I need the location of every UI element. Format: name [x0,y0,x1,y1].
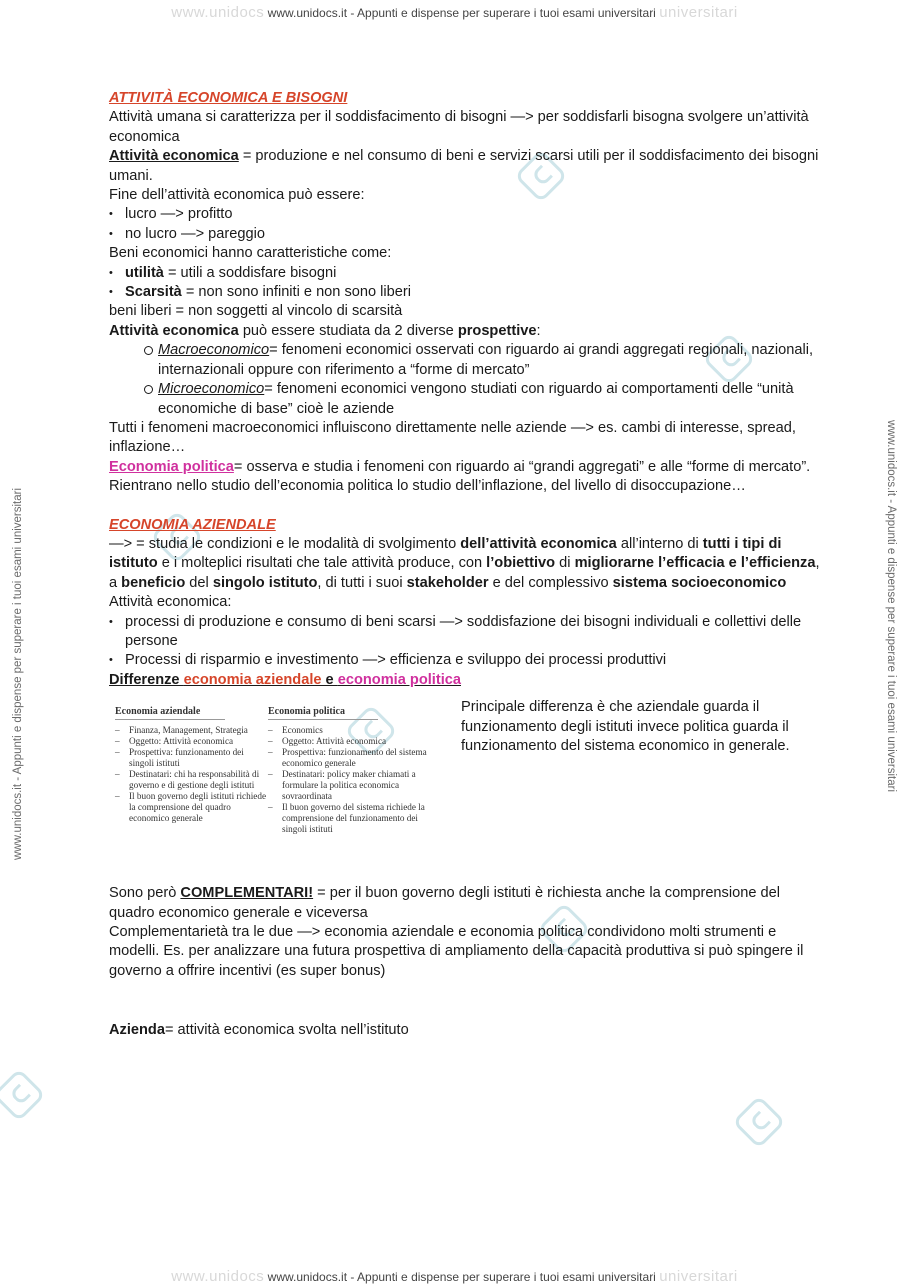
differenze-politica: economia politica [337,671,461,688]
azienda-paragraph [109,1021,829,1040]
definition-text: del [185,574,213,591]
comparison-item: – Destinatari: chi ha responsabilità di governo e di gestione degli istituti [115,769,267,791]
term-microeconomico: Microeconomico [158,381,265,398]
definition-text: , a [109,555,820,591]
comparison-item: – Oggetto: Attività economica [268,736,438,747]
definition-bold: singolo istituto [212,574,318,591]
comparison-item: – Finanza, Management, Strategia [115,725,267,736]
definition-text: e del complessivo [488,574,613,591]
list-item: • no lucro —> pareggio [109,225,829,244]
list-item [109,264,829,283]
complementarieta-paragraph: Complementarietà tra le due —> economia aziendale e economia politica condividono molti strumenti e modelli. Es. per analizzare una futura prospettiva di ampliamento della capacità produttiva si può spingere il governo a offrire incentivi (es super bonus) [109,924,804,979]
page-footer [0,1268,909,1285]
header-text: www.unidocs.it - Appunti e dispense per superare i tuoi esami universitari [267,6,656,20]
footer-watermark-left: www.unidocs [171,1268,265,1285]
footer-watermark-right: universitari [659,1268,738,1285]
left-side-banner: www.unidocs.it - Appunti e dispense per superare i tuoi esami universitari [12,487,24,860]
watermark-logo-icon [0,1068,46,1122]
footer-text: www.unidocs.it - Appunti e dispense per superare i tuoi esami universitari [267,1270,656,1284]
differenze-heading [109,671,829,690]
term-macroeconomico: Macroeconomico [158,342,270,359]
comparison-item: – Prospettiva: funzionamento del sistema economico generale [268,747,438,769]
term-attivita-economica: Attività economica [109,322,239,339]
list-item-text: = non sono infiniti e non sono liberi [181,284,411,301]
complementari-paragraph [109,884,829,923]
definition-text: e i molteplici risultati che tale attività produce, con [157,555,487,572]
comparison-column-aziendale [115,706,267,824]
economia-politica-paragraph [109,458,829,497]
sublist-item-text: = fenomeni economici vengono studiati con riguardo ai comportamenti delle “unità economiche di base” cioè le aziende [158,381,794,417]
sublist-item [109,341,829,380]
definition-attivita [109,147,829,186]
definition-bold: beneficio [121,574,186,591]
definition-bold: stakeholder [406,574,489,591]
list-item: • lucro —> profitto [109,205,829,224]
differenze-text: Differenze [109,671,184,688]
term-attivita-economica: Attività economica [109,148,239,165]
definition-bold: l’obiettivo [486,555,556,572]
list-item-text: = utili a soddisfare bisogni [163,264,337,281]
definition-text: di [555,555,575,572]
definition-text: all’interno di [616,535,703,552]
economia-aziendale-definition [109,535,829,593]
definition-text: = produzione e nel consumo di beni e servizi scarsi utili per il soddisfacimento dei bisogni umani. [109,148,819,184]
section-title-economia-aziendale: ECONOMIA AZIENDALE [109,516,276,533]
sublist-item-text: = fenomeni economici osservati con riguardo ai grandi aggregati regionali, nazionali, internazionali oppure con riferimento a “forme di mercato” [158,342,814,378]
economia-politica-text: = osserva e studia i fenomeni con riguardo ai “grandi aggregati” e alle “forme di mercato”. Rientrano nello studio dell’economia politica lo studio dell’inflazione, del livello di disoccupazione… [109,458,811,495]
definition-bold: tutti i tipi di istituto [109,535,782,572]
comparison-item: – Destinatari: policy maker chiamati a formulare la politica economica sovraordinata [268,769,438,802]
macro-note: Tutti i fenomeni macroeconomici influiscono direttamente nelle aziende —> es. cambi di interesse, spread, inflazione… [109,419,796,456]
term-prospettive: prospettive [457,322,537,339]
differenza-text: Principale differenza è che aziendale guarda il funzionamento degli istituti invece politica guarda il funzionamento del sistema economico in generale. [461,699,790,754]
comparison-column-politica [268,706,438,835]
definition-text: —> = studia le condizioni e le modalità di svolgimento [109,535,461,552]
comparison-section [109,690,829,872]
term-economia-politica: Economia politica [109,458,234,475]
attivita-paragraph: Attività economica: [109,594,232,611]
beni-liberi: beni liberi = non soggetti al vincolo di scarsità [109,303,403,320]
header-watermark-right: universitari [659,4,738,21]
watermark-logo-icon [732,1095,786,1149]
differenze-and: e [321,671,338,688]
definition-text: , di tutti i suoi [317,574,407,591]
comparison-item: – Economics [268,725,438,736]
beni-paragraph: Beni economici hanno caratteristiche come: [109,245,392,262]
header-watermark-left: www.unidocs [171,4,265,21]
definition-bold: migliorarne l’efficacia e l’efficienza [574,555,816,572]
comparison-item: – Il buon governo degli istituti richiede la comprensione del quadro economico generale [115,791,267,824]
term-utilita: utilità [125,264,164,281]
document-body [109,89,829,1041]
fine-paragraph: Fine dell’attività economica può essere: [109,187,365,204]
list-item: • Processi di risparmio e investimento —> efficienza e sviluppo dei processi produttivi [109,651,829,670]
differenze-aziendale: economia aziendale [183,671,322,688]
prospettive-paragraph [109,322,829,341]
section-title-attivita: ATTIVITÀ ECONOMICA E BISOGNI [109,90,348,106]
term-complementari: COMPLEMENTARI! [180,885,314,902]
prospettive-text: può essere studiata da 2 diverse [238,322,458,339]
comparison-column-title: Economia aziendale [115,706,225,720]
comparison-item: – Prospettiva: funzionamento dei singoli istituti [115,747,267,769]
azienda-text: = attività economica svolta nell’istituto [164,1022,409,1039]
comparison-column-title: Economia politica [268,706,378,720]
right-side-banner: www.unidocs.it - Appunti e dispense per superare i tuoi esami universitari [885,420,897,793]
complementari-text: Sono però [109,885,181,902]
definition-bold: dell’attività economica [460,535,617,552]
intro-paragraph: Attività umana si caratterizza per il soddisfacimento di bisogni —> per soddisfarli bisogna svolgere un’attività economica [109,109,809,145]
list-item: • processi di produzione e consumo di beni scarsi —> soddisfazione dei bisogni individuali e collettivi delle persone [109,613,829,652]
comparison-item: – Il buon governo del sistema richiede la comprensione del funzionamento dei singoli istituti [268,802,438,835]
prospettive-colon: : [536,322,541,339]
complementari-text: = per il buon governo degli istituti è richiesta anche la comprensione del quadro economico generale e viceversa [109,885,780,921]
definition-bold: sistema socioeconomico [612,574,787,591]
term-scarsita: Scarsità [125,284,182,301]
list-item [109,283,829,302]
page-header [0,4,909,21]
comparison-item: – Oggetto: Attività economica [115,736,267,747]
term-azienda: Azienda [109,1022,165,1039]
sublist-item [109,380,829,419]
